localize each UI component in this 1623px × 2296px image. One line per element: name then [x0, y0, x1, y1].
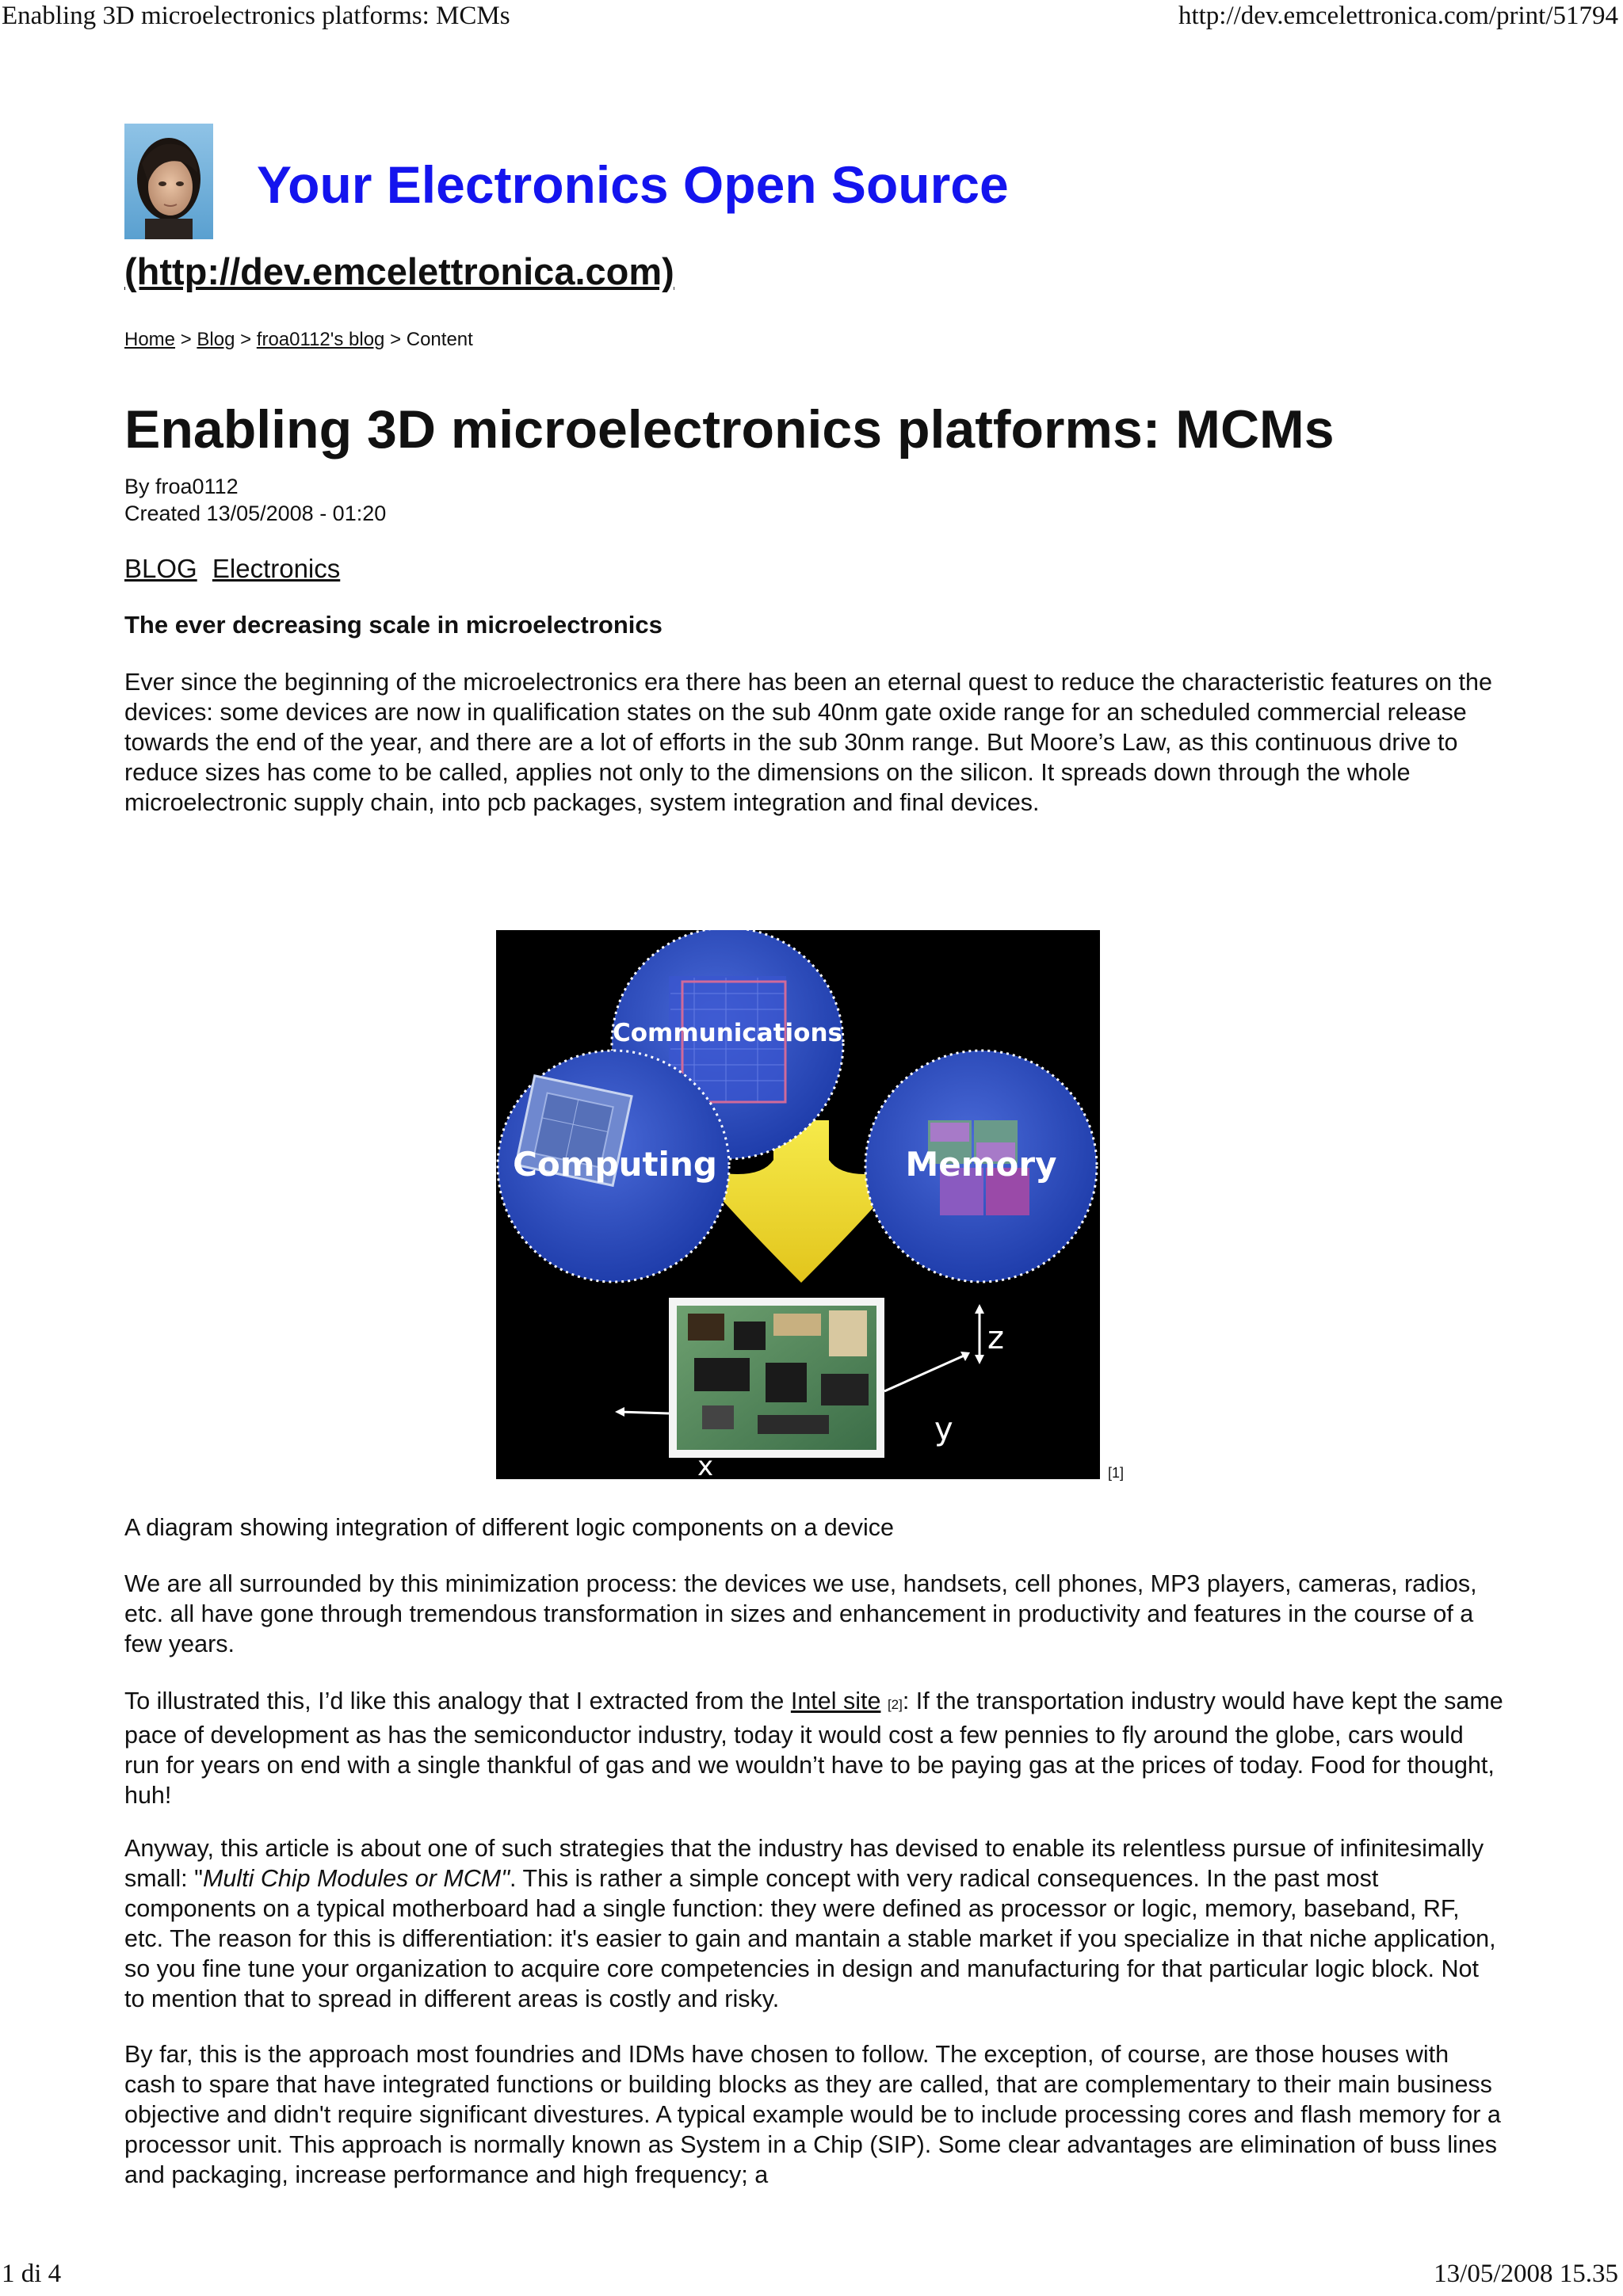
- tag-electronics-link[interactable]: Electronics: [212, 554, 341, 583]
- breadcrumb-separator: >: [180, 329, 192, 350]
- article-title: Enabling 3D microelectronics platforms: MCMs: [124, 399, 1335, 460]
- print-header-title: Enabling 3D microelectronics platforms: MCMs: [2, 2, 510, 30]
- article-subheading: The ever decreasing scale in microelectronics: [124, 611, 663, 639]
- paragraph-3: [124, 1686, 1503, 1810]
- pcb-board: [669, 1298, 884, 1458]
- paragraph-3-text-before: To illustrated this, I’d like this analogy that I extracted from the: [124, 1688, 791, 1714]
- print-header-url: http://dev.emcelettronica.com/print/51794: [1178, 2, 1618, 30]
- article-created: Created 13/05/2008 - 01:20: [124, 502, 387, 525]
- breadcrumb-separator: >: [240, 329, 252, 350]
- breadcrumb-separator: >: [390, 329, 402, 350]
- paragraph-4-text-before: Anyway, this article is about one of such strategies that the industry has devised to enable its relentless pursue of infinitesimally small: ": [124, 1835, 1484, 1892]
- paragraph-5: By far, this is the approach most foundries and IDMs have chosen to follow. The exception, of course, are those houses with cash to spare that have integrated functions or building blocks as they are called, that are complementary to their main business objective and didn't require significant divestures. A typical example would be to include processing cores and flash memory for a processor unit. This approach is normally known as System in a Chip (SIP). Some clear advantages are elimination of buss lines and packaging, increase performance and high frequency; a: [124, 2041, 1501, 2188]
- integration-diagram-figure: [496, 930, 1100, 1479]
- tag-blog-link[interactable]: BLOG: [124, 554, 197, 583]
- site-name[interactable]: Your Electronics Open Source: [257, 155, 1009, 214]
- breadcrumb-home-link[interactable]: Home: [124, 329, 176, 350]
- paragraph-2: We are all surrounded by this minimization process: the devices we use, handsets, cell phones, MP3 players, cameras, radios, etc. all have gone through tremendous transformation in sizes and enhancement in productivity and features in the course of a few years.: [124, 1570, 1477, 1657]
- breadcrumb-blog-link[interactable]: Blog: [197, 329, 235, 350]
- paragraph-4-emphasis: Multi Chip Modules or MCM": [202, 1865, 510, 1892]
- breadcrumb-user-blog-link[interactable]: froa0112's blog: [256, 329, 385, 350]
- article-meta: [124, 473, 386, 527]
- figure-label-memory: Memory: [905, 1145, 1057, 1184]
- figure-axis-y: y: [934, 1411, 953, 1447]
- paragraph-1: Ever since the beginning of the microelectronics era there has been an eternal quest to reduce the characteristic features on the devices: some devices are now in qualification states on the sub 40nm gate oxide range for an scheduled commercial release towards the end of the year, and there are a lot of efforts in the sub 30nm range. But Moore’s Law, as this continuous drive to reduce sizes has come to be called, applies not only to the dimensions on the silicon. It spreads down through the whole microelectronic supply chain, into pcb packages, system integration and final devices.: [124, 669, 1492, 816]
- memory-circle: [865, 1051, 1097, 1282]
- paragraph-4: [124, 1833, 1503, 2014]
- figure-axis-x: x: [697, 1451, 714, 1479]
- print-header: [0, 2, 1623, 33]
- figure-label-computing: Computing: [513, 1145, 717, 1184]
- article-tags: [124, 554, 348, 584]
- computing-circle: [498, 1051, 729, 1282]
- site-logo-avatar: [124, 124, 213, 239]
- paragraph-3-text-after: : If the transportation industry would have kept the same pace of development as has the semiconductor industry, today it would cost a few pennies to fly around the globe, cars would run for years on end with a single thankful of gas and we wouldn’t have to be paying gas at the prices of today. Food for thought, huh!: [124, 1688, 1503, 1809]
- figure-label-communications: Communications: [613, 1019, 842, 1047]
- figure-reference[interactable]: [1]: [1108, 1465, 1125, 1481]
- article-author: By froa0112: [124, 475, 239, 498]
- breadcrumb: [124, 329, 473, 351]
- breadcrumb-current: Content: [406, 329, 473, 350]
- print-footer-page: 1 di 4: [2, 2260, 62, 2288]
- figure-axis-z: z: [987, 1320, 1004, 1356]
- intel-site-link[interactable]: Intel site: [790, 1688, 881, 1714]
- paragraph-4-text-after: . This is rather a simple concept with very radical consequences. In the past most components on a typical motherboard had a single function: they were defined as processor or logic, memory, baseband, RF, etc. The reason for this is differentiation: it's easier to gain and mantain a stable market if you specialize in that niche application, so you fine tune your organization to acquire core competencies in design and manufacturing for that particular logic block. Not to mention that to spread in different areas is costly and risky.: [124, 1865, 1496, 2012]
- figure-caption: A diagram showing integration of different logic components on a device: [124, 1514, 894, 1541]
- print-footer: [0, 2260, 1623, 2291]
- print-footer-datetime: 13/05/2008 15.35: [1434, 2260, 1618, 2288]
- reference-2[interactable]: [2]: [887, 1697, 903, 1712]
- site-url-link[interactable]: (http://dev.emcelettronica.com): [124, 250, 674, 292]
